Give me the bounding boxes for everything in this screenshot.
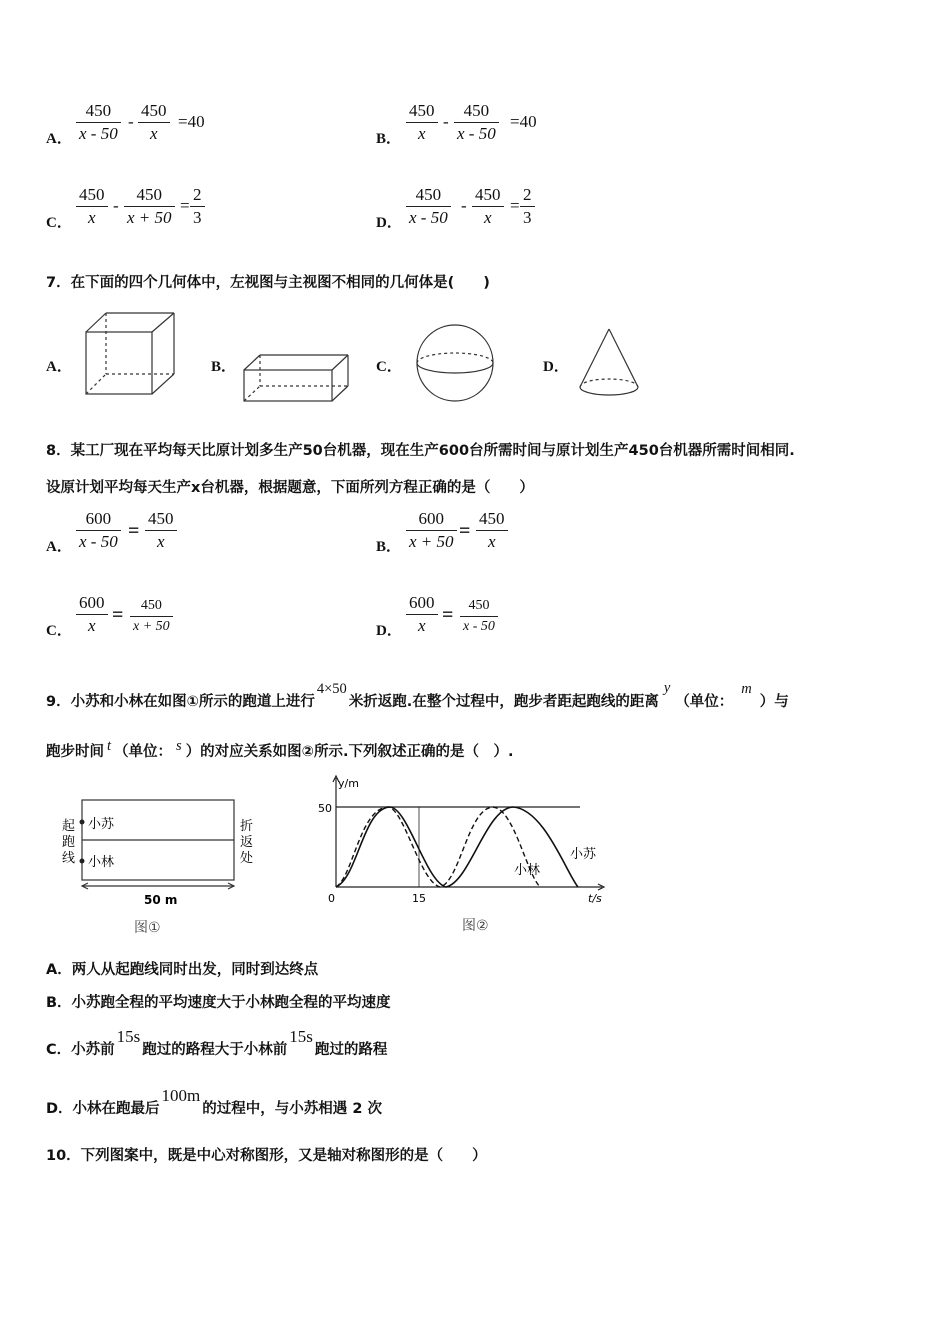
q7-option-c-label[interactable]: C． [376,359,402,375]
option-label: C． [46,623,72,639]
origin-label: 0 [328,892,335,905]
sphere-figure [412,322,500,406]
fraction: $\frac{600}{x}$ [406,592,438,637]
q9-stem-line2: 跑步时间 t （单位： s ）的对应关系如图②所示.下列叙述正确的是（ ）. [46,738,514,760]
minus-sign: - [443,112,449,131]
option-label: B． [376,539,402,555]
cuboid-figure [240,350,352,404]
fraction: $\frac{450}{x}$ [472,184,504,229]
figure-caption: 图① [134,920,161,936]
track-length: 50 m [144,893,178,907]
legend-su: 小苏 [570,847,597,862]
minus-sign: - [113,196,119,215]
fraction: $\frac{2}{3}$ [190,184,205,229]
option-label: B． [376,131,402,147]
fraction: $\frac{450}{x}$ [476,508,508,553]
minus-sign: - [128,112,134,131]
equals-sign: = [180,196,190,215]
track-figure [56,790,266,945]
q7-option-a-label[interactable]: A． [46,359,72,375]
cube-figure [82,310,182,398]
fraction: $\frac{450}{x - 50}$ [76,100,121,145]
option-label: C． [46,215,72,231]
option-label: D． [376,623,402,639]
figure-caption: 图② [462,918,489,934]
q10-stem: 10．下列图案中，既是中心对称图形，又是轴对称图形的是（ ） [46,1148,487,1164]
fraction: $\frac{450}{x - 50}$ [460,596,498,637]
fraction: $\frac{450}{x}$ [406,100,438,145]
equation-rhs: =40 [510,112,537,131]
option-label: D． [376,215,402,231]
fraction: $\frac{450}{x - 50}$ [454,100,499,145]
equation-rhs: =40 [178,112,205,131]
q7-stem: 7．在下面的四个几何体中，左视图与主视图不相同的几何体是( ) [46,275,490,291]
minus-sign: - [461,196,467,215]
q9-stem-line1: 9．小苏和小林在如图①所示的跑道上进行4×50米折返跑.在整个过程中，跑步者距起跑线的距离y（单位：m）与 [46,680,789,710]
fraction: $\frac{600}{x + 50}$ [406,508,457,553]
fraction: $\frac{450}{x}$ [76,184,108,229]
option-label: A． [46,131,72,147]
legend-lin: 小林 [514,863,541,878]
start-label-char: 起 [62,819,76,834]
y-tick-50: 50 [318,802,332,815]
fraction: $\frac{2}{3}$ [520,184,535,229]
fraction: $\frac{450}{x + 50}$ [124,184,175,229]
fraction: $\frac{450}{x}$ [145,508,177,553]
q8-stem-line1: 8．某工厂现在平均每天比原计划多生产50台机器，现在生产600台所需时间与原计划生产450台机器所需时间相同. [46,443,795,459]
equals-sign: = [442,604,454,626]
x-axis-label: t/s [588,892,602,905]
fraction: $\frac{600}{x}$ [76,592,108,637]
q9-option-d[interactable]: D．小林在跑最后100m的过程中，与小苏相遇 2 次 [46,1086,382,1117]
equals-sign: = [510,196,520,215]
q9-option-a[interactable]: A．两人从起跑线同时出发，同时到达终点 [46,962,319,978]
option-label: A． [46,539,72,555]
start-label-char: 线 [62,851,76,866]
turn-label-char: 返 [240,835,254,850]
equals-sign: = [459,520,471,542]
q9-option-c[interactable]: C．小苏前15s跑过的路程大于小林前15s跑过的路程 [46,1027,388,1058]
curve-su [336,807,578,887]
x-tick-15: 15 [412,892,426,905]
turn-label-char: 处 [240,851,254,866]
curve-lin [336,807,540,887]
lane-label-su: 小苏 [88,817,115,832]
start-point-su [80,820,85,825]
y-axis-label: y/m [338,777,359,790]
equals-sign: = [112,604,124,626]
q9-option-b[interactable]: B．小苏跑全程的平均速度大于小林跑全程的平均速度 [46,995,391,1011]
fraction: $\frac{450}{x + 50}$ [130,596,173,637]
start-label-char: 跑 [62,835,76,850]
fraction: $\frac{600}{x - 50}$ [76,508,121,553]
fraction: $\frac{450}{x}$ [138,100,170,145]
fraction: $\frac{450}{x - 50}$ [406,184,451,229]
turn-label-char: 折 [240,819,254,834]
q8-stem-line2: 设原计划平均每天生产x台机器，根据题意，下面所列方程正确的是（ ） [46,480,534,496]
cone-figure [576,325,642,401]
distance-time-graph [308,772,608,944]
q7-option-b-label[interactable]: B． [211,359,237,375]
lane-label-lin: 小林 [88,855,115,870]
equals-sign: = [128,520,140,542]
q7-option-d-label[interactable]: D． [543,359,569,375]
start-point-lin [80,859,85,864]
